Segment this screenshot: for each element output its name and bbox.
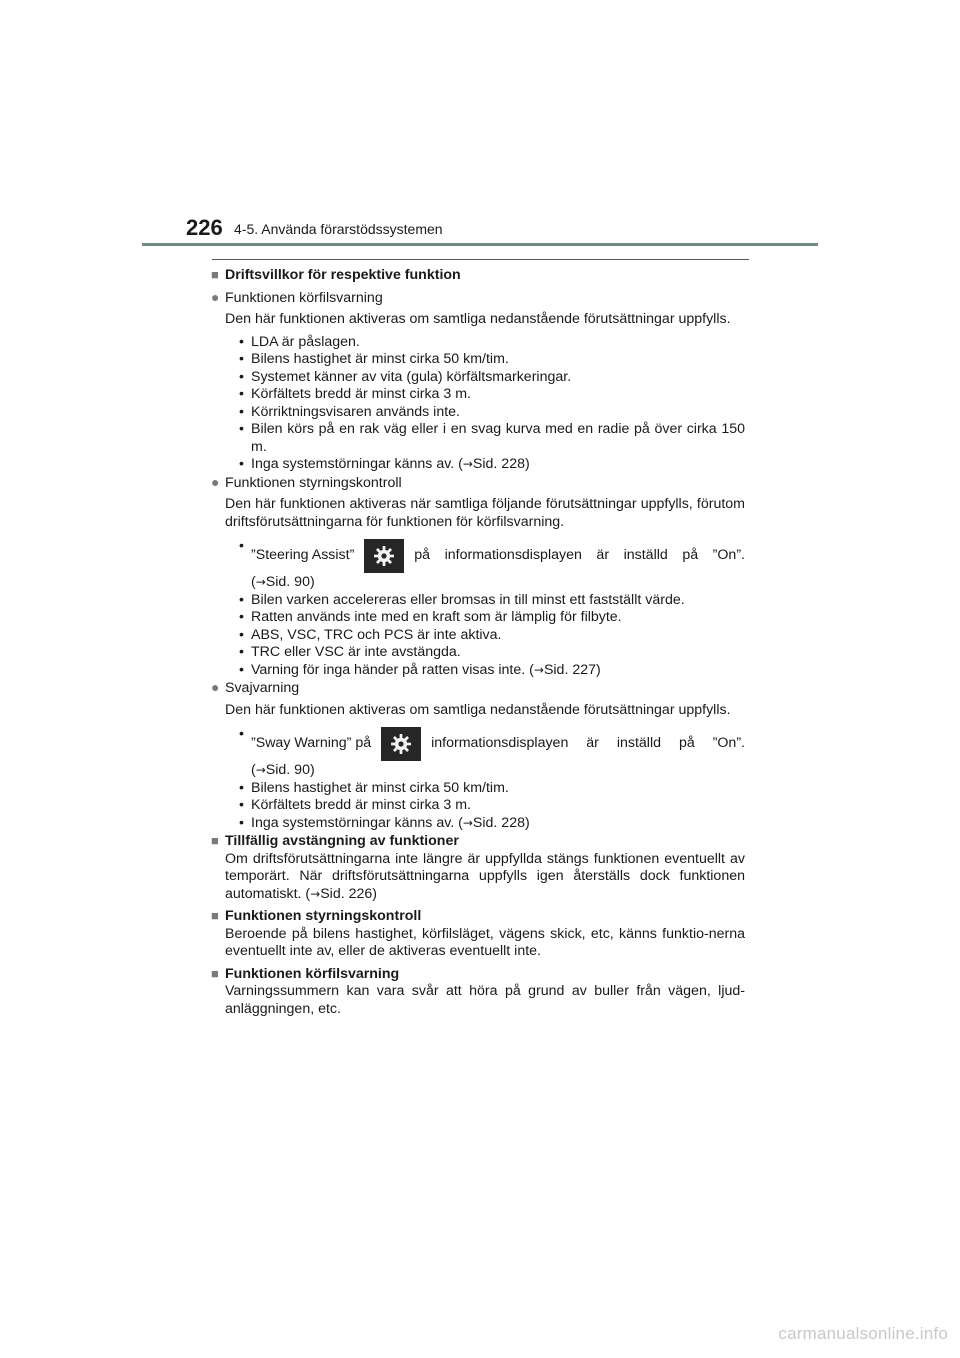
circle-bullet-icon: ● (211, 679, 220, 695)
subheading-sway-warning: ● Svajvarning (211, 679, 300, 696)
content-divider (212, 259, 749, 260)
list-item: • Bilen varken accelereras eller bromsas in till minst ett fastställt värde. (239, 592, 745, 610)
list-item: • ABS, VSC, TRC och PCS är inte aktiva. (239, 627, 745, 645)
heading-driving-conditions: ■ Driftsvillkor för respektive funktion (211, 267, 461, 283)
list-item-with-reference: • Inga systemstörningar känns av. (→Sid. 228) (239, 456, 745, 474)
settings-gear-icon (381, 727, 421, 761)
subheading-steering-control: ● Funktionen styrningskontroll (211, 473, 402, 491)
list-item-with-reference: • Inga systemstörningar känns av. (→Sid. 228) (239, 815, 745, 833)
page-reference-link[interactable]: Sid. 90) (265, 574, 315, 590)
square-bullet-icon: ■ (211, 833, 219, 848)
paragraph-lane-departure-intro: Den här funktionen aktiveras om samtliga nedanstående förutsättningar uppfylls. (225, 311, 731, 327)
square-bullet-icon: ■ (211, 908, 219, 923)
paragraph-sway-warning-intro: Den här funktionen aktiveras om samtliga nedanstående förutsättningar uppfylls. (225, 701, 731, 718)
settings-gear-icon (364, 539, 404, 573)
page-number: 226 (186, 215, 223, 240)
list-item-with-icon: • ”Sway Warning” på informationsdisplayen är inställd på ”On”. (→Sid. 90) (239, 726, 745, 780)
list-item: • Ratten används inte med en kraft som är lämplig för filbyte. (239, 609, 745, 627)
list-lane-departure (211, 329, 745, 474)
arrow-icon: → (533, 662, 544, 677)
arrow-icon: → (255, 575, 266, 589)
paragraph-steering-function: Beroende på bilens hastighet, körfilsläget, vägens skick, etc, känns funktio-nerna eventuellt inte av, eller de aktiveras eventuellt inte. (225, 925, 745, 959)
circle-bullet-icon: ● (211, 288, 220, 305)
arrow-icon: → (462, 815, 473, 830)
arrow-icon: → (255, 763, 266, 777)
list-item: • Körfältets bredd är minst cirka 3 m. (239, 797, 745, 815)
circle-bullet-icon: ● (211, 473, 220, 490)
arrow-icon: → (310, 886, 321, 901)
list-sway-warning (211, 719, 745, 832)
paragraph-temporary-off: Om driftsförutsättningarna inte längre är uppfyllda stängs funktionen eventuellt av temporärt. När driftsförutsättningarna uppfylls igen återställs dock funktionen automatiskt. (→Sid. 226) (225, 850, 745, 902)
list-item: • TRC eller VSC är inte avstängda. (239, 644, 745, 662)
list-item: • Systemet känner av vita (gula) körfältsmarkeringar. (239, 369, 745, 387)
subheading-lane-departure: ● Funktionen körfilsvarning (211, 288, 383, 306)
list-item-with-reference: • Varning för inga händer på ratten visas inte. (→Sid. 227) (239, 662, 745, 680)
page-reference-link[interactable]: Sid. 90) (265, 762, 315, 778)
page-reference-link[interactable]: Sid. 228) (472, 456, 530, 472)
page-reference-link[interactable]: Sid. 227) (543, 661, 601, 678)
watermark: carmanualsonline.info (778, 1324, 948, 1343)
page-content (211, 266, 745, 1018)
reference-line: (→Sid. 90) (251, 574, 315, 590)
header-divider (142, 243, 818, 246)
paragraph-lane-warning: Varningssummern kan vara svår att höra på grund av buller från vägen, ljud-anläggningen, etc. (225, 983, 745, 1017)
heading-steering-function: ■ Funktionen styrningskontroll (211, 908, 422, 924)
page-reference-link[interactable]: Sid. 228) (472, 814, 530, 831)
reference-line: (→Sid. 90) (251, 762, 315, 778)
list-item: • Bilens hastighet är minst cirka 50 km/tim. (239, 351, 745, 369)
heading-temporary-off: ■ Tillfällig avstängning av funktioner (211, 833, 459, 849)
list-item: • Körriktningsvisaren används inte. (239, 404, 745, 422)
paragraph-steering-control-intro: Den här funktionen aktiveras när samtliga följande förutsättningar uppfylls, förutom driftsförutsättningarna för funktionen för körfilsvarning. (225, 496, 745, 530)
arrow-icon: → (462, 457, 473, 471)
list-item-with-icon: • ”Steering Assist” på informationsdisplayen är inställd på ”On”. (→Sid. 90) (239, 538, 745, 592)
square-bullet-icon: ■ (211, 267, 219, 282)
square-bullet-icon: ■ (211, 965, 219, 981)
heading-lane-warning: ■ Funktionen körfilsvarning (211, 965, 400, 982)
section-title: 4-5. Använda förarstödssystemen (234, 221, 443, 237)
list-steering-control (211, 531, 745, 679)
list-item: • LDA är påslagen. (239, 334, 745, 352)
page-reference-link[interactable]: Sid. 226) (320, 885, 378, 902)
list-item: • Bilens hastighet är minst cirka 50 km/tim. (239, 780, 745, 798)
list-item: • Bilen körs på en rak väg eller i en svag kurva med en radie på över cirka 150 m. (239, 421, 745, 456)
list-item: • Körfältets bredd är minst cirka 3 m. (239, 386, 745, 404)
